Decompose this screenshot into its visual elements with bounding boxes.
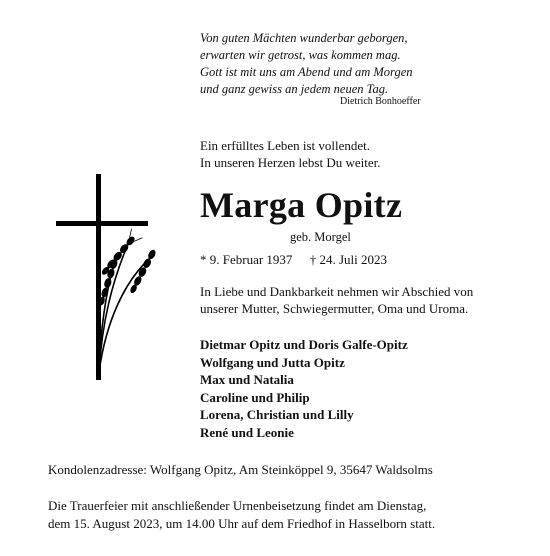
- mourner: Max und Natalia: [200, 372, 294, 387]
- maiden-name: geb. Morgel: [290, 230, 351, 244]
- mourners-list: [200, 336, 408, 441]
- mourner: Dietmar Opitz und Doris Galfe-Opitz: [200, 337, 408, 352]
- poem-line-1: Von guten Mächten wunderbar geborgen,: [200, 31, 408, 45]
- intro-text: [200, 137, 381, 171]
- deceased-name: Marga Opitz: [200, 185, 403, 225]
- farewell-text: [200, 283, 520, 317]
- mourner: Caroline und Philip: [200, 389, 310, 405]
- birth-date: * 9. Februar 1937: [200, 252, 293, 267]
- funeral-info: [48, 497, 435, 533]
- funeral-line-1: Die Trauerfeier mit anschließender Urnenbeisetzung findet am Dienstag,: [48, 498, 427, 513]
- poem: [200, 30, 530, 98]
- condolence-address: Kondolenzadresse: Wolfgang Opitz, Am Steinköppel 9, 35647 Waldsolms: [48, 462, 433, 477]
- poem-line-4: und ganz gewiss an jedem neuen Tag.: [200, 82, 389, 96]
- poem-author: Dietrich Bonhoeffer: [340, 96, 421, 107]
- mourner: Wolfgang und Jutta Opitz: [200, 354, 345, 370]
- farewell-line-2: unserer Mutter, Schwiegermutter, Oma und Uroma.: [200, 301, 469, 316]
- mourner: René und Leonie: [200, 424, 294, 440]
- intro-line-1: Ein erfülltes Leben ist vollendet.: [200, 138, 371, 153]
- death-date: † 24. Juli 2023: [309, 252, 387, 267]
- farewell-line-1: In Liebe und Dankbarkeit nehmen wir Abschied von: [200, 284, 474, 299]
- funeral-line-2: dem 15. August 2023, um 14.00 Uhr auf dem Friedhof in Hasselborn statt.: [48, 516, 436, 531]
- poem-line-3: Gott ist mit uns am Abend und am Morgen: [200, 65, 413, 79]
- intro-line-2: In unseren Herzen lebst Du weiter.: [200, 155, 381, 170]
- mourner: Lorena, Christian und Lilly: [200, 407, 354, 422]
- life-dates: [200, 252, 387, 268]
- cross-with-wheat-icon: [50, 172, 170, 382]
- poem-line-2: erwarten wir getrost, was kommen mag.: [200, 48, 401, 62]
